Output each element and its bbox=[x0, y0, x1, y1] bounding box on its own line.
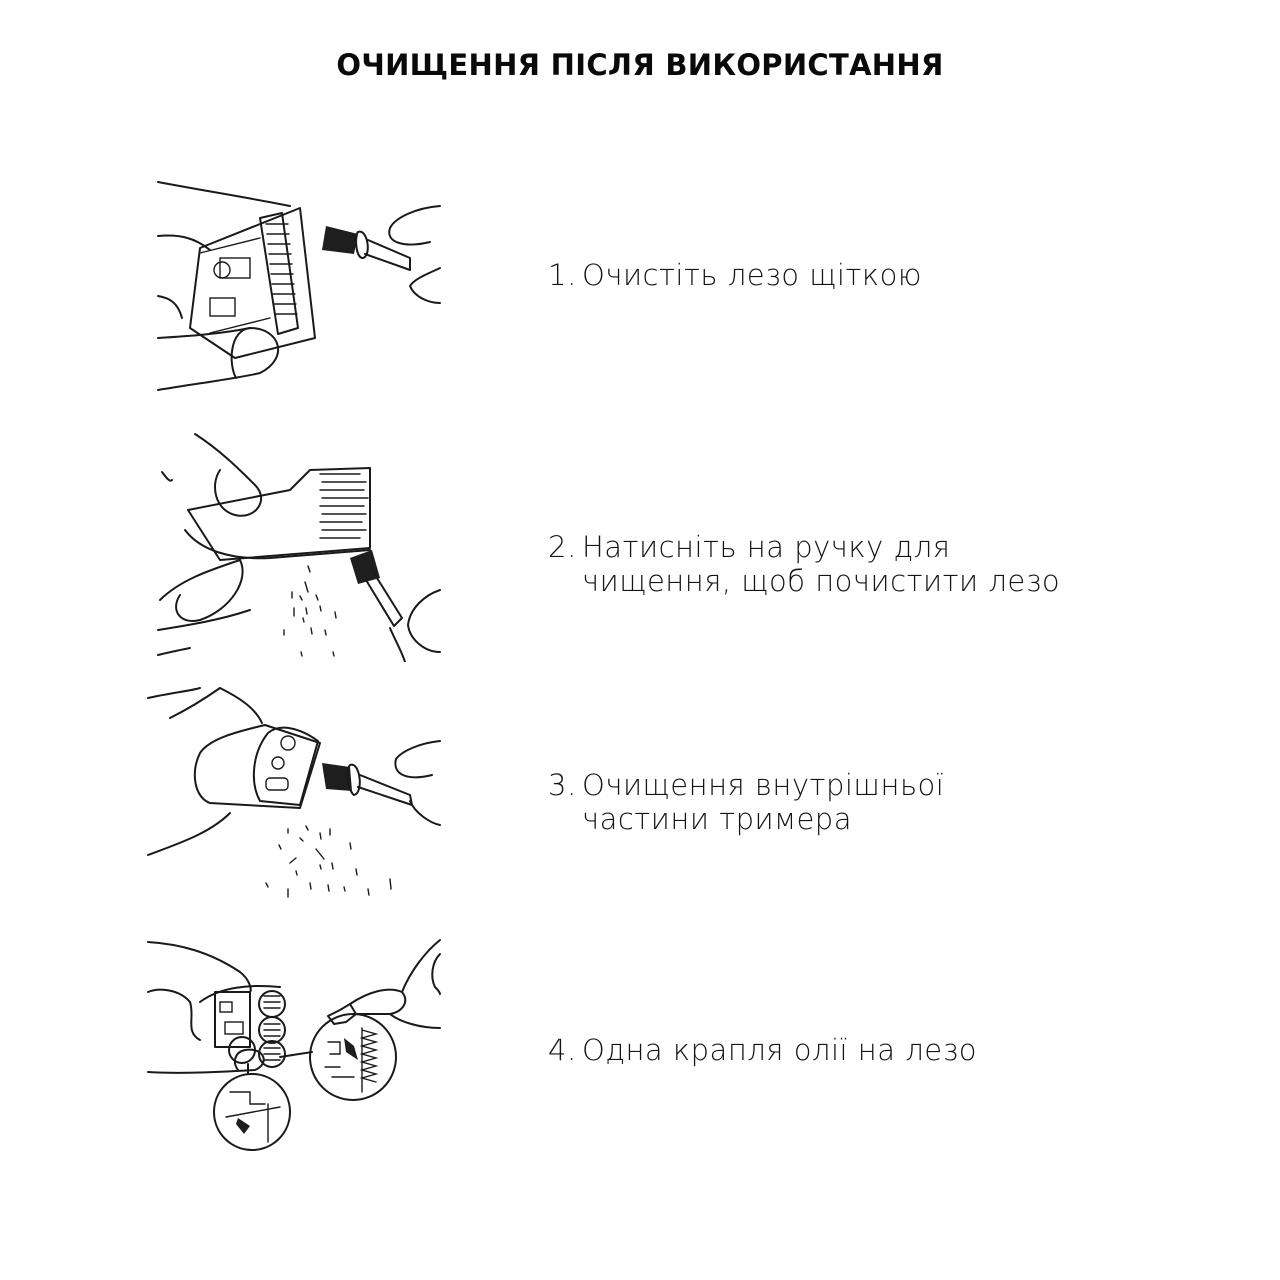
step-text: Одна крапля олії на лезо bbox=[582, 1033, 978, 1067]
pressing-handle-cleaning-illustration bbox=[140, 430, 450, 662]
step-text: Очистіть лезо щіткою bbox=[582, 258, 922, 292]
step-2 bbox=[548, 530, 1060, 598]
step-4 bbox=[548, 1033, 977, 1067]
oiling-blade-illustration bbox=[140, 932, 450, 1152]
cleaning-trimmer-interior-illustration bbox=[140, 683, 450, 898]
step-text-line-2: чищення, щоб почистити лезо bbox=[582, 564, 1061, 598]
step-number: 2. bbox=[548, 530, 577, 564]
page-title: ОЧИЩЕННЯ ПІСЛЯ ВИКОРИСТАННЯ bbox=[336, 48, 944, 82]
step-number: 3. bbox=[548, 768, 577, 802]
step-number: 4. bbox=[548, 1033, 577, 1067]
hand-brushing-blade-illustration bbox=[140, 178, 450, 398]
step-1 bbox=[548, 258, 922, 292]
step-3 bbox=[548, 768, 944, 836]
step-text-line-1: Натисніть на ручку для bbox=[582, 530, 951, 564]
step-number: 1. bbox=[548, 258, 577, 292]
step-text-line-1: Очищення внутрішньої bbox=[582, 768, 945, 802]
step-text-line-2: частини тримера bbox=[582, 802, 852, 836]
